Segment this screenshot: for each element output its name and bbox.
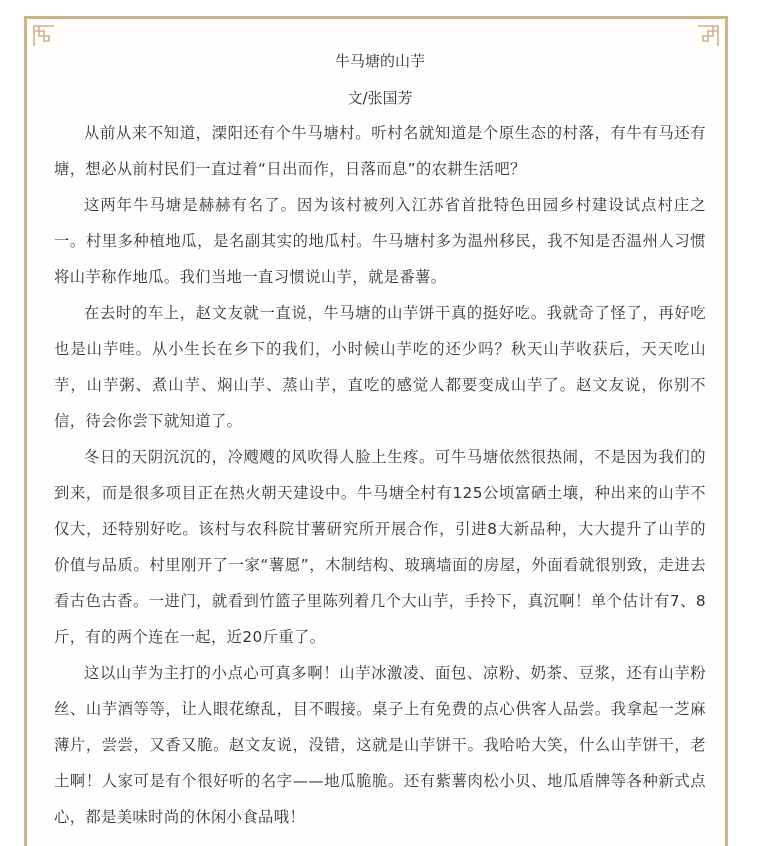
fret-corner-icon	[33, 25, 55, 47]
article-title: 牛马塘的山芋	[334, 52, 425, 70]
article-body	[54, 115, 706, 835]
fret-corner-icon	[697, 25, 719, 47]
paragraph: 这以山芋为主打的小点心可真多啊！山芋冰激凌、面包、凉粉、奶茶、豆浆，还有山芋粉丝、山芋酒等等，让人眼花缭乱，目不暇接。桌子上有免费的点心供客人品尝。我拿起一芝麻薄片，尝尝，又香又脆。赵文友说，没错，这就是山芋饼干。我哈哈大笑，什么山芋饼干，老土啊！人家可是有个很好听的名字——地瓜脆脆。还有紫薯肉松小贝、地瓜盾牌等各种新式点心，都是美味时尚的休闲小食品哦！	[54, 664, 706, 826]
paragraph: 冬日的天阴沉沉的，冷飕飕的风吹得人脸上生疼。可牛马塘依然很热闹，不是因为我们的到来，而是很多项目正在热火朝天建设中。牛马塘全村有125公顷富硒土壤，种出来的山芋不仅大，还特别好吃。该村与农科院甘薯研究所开展合作，引进8大新品种，大大提升了山芋的价值与品质。村里刚开了一家“薯愿”，木制结构、玻璃墙面的房屋，外面看就很别致，走进去看古色古香。一进门，就看到竹篮子里陈列着几个大山芋，手拎下，真沉啊！单个估计有7、8斤，有的两个连在一起，近20斤重了。	[54, 448, 706, 646]
paragraph: 在去时的车上，赵文友就一直说，牛马塘的山芋饼干真的挺好吃。我就奇了怪了，再好吃也是山芋哇。从小生长在乡下的我们，小时候山芋吃的还少吗？秋天山芋收获后，天天吃山芋，山芋粥、煮山芋、焖山芋、蒸山芋，直吃的感觉人都要变成山芋了。赵文友说，你别不信，待会你尝下就知道了。	[54, 304, 706, 430]
article-byline: 文/张国芳	[347, 89, 413, 107]
paragraph: 这两年牛马塘是赫赫有名了。因为该村被列入江苏省首批特色田园乡村建设试点村庄之一。村里多种植地瓜，是名副其实的地瓜村。牛马塘村多为温州移民，我不知是否温州人习惯将山芋称作地瓜。我们当地一直习惯说山芋，就是番薯。	[54, 196, 706, 286]
paragraph: 从前从来不知道，溧阳还有个牛马塘村。听村名就知道是个原生态的村落，有牛有马还有塘，想必从前村民们一直过着“日出而作，日落而息”的农耕生活吧？	[54, 124, 706, 178]
